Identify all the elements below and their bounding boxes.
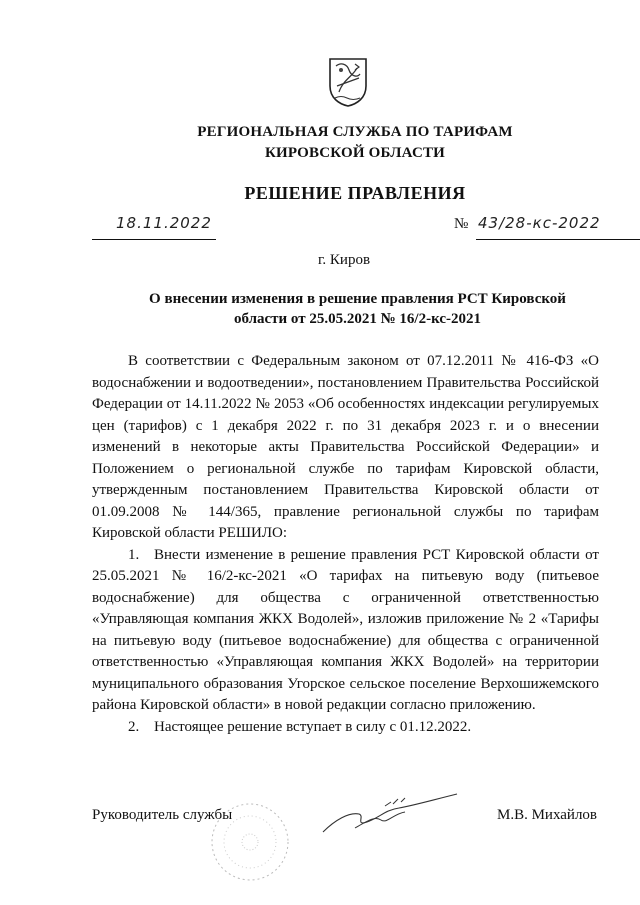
org-name-line2: КИРОВСКОЙ ОБЛАСТИ — [264, 145, 446, 161]
decision-number-value: 43/28-кс-2022 — [478, 214, 601, 232]
subject-line1: О внесении изменения в решение правления РСТ Кировской — [149, 291, 566, 307]
item-number: 1. — [128, 546, 140, 563]
number-sign: № — [454, 216, 469, 232]
org-name-line1: РЕГИОНАЛЬНАЯ СЛУЖБА ПО ТАРИФАМ — [197, 124, 513, 140]
kirov-coat-of-arms-icon — [327, 56, 369, 108]
number-underline — [476, 239, 640, 240]
official-stamp-icon — [200, 790, 290, 895]
item-text: Настоящее решение вступает в силу с 01.12.2022. — [154, 718, 472, 735]
decision-body — [92, 351, 599, 738]
preamble: В соответствии с Федеральным законом от 07.12.2011 № 416-ФЗ «О водоснабжении и водоотведении», постановлением Правительства Российской Федерации от 14.11.2022 № 2053 «Об особенностях индексации регулируемых цен (тарифов) с 1 декабря 2022 г. по 31 декабря 2023 г. и о внесении изменений в некоторые акты Правительства Российской Федерации» и Положением о региональной службе по тарифам Кировской области, утвержденным постановлением Правительства Кировской области от 01.09.2008 № 144/365, правление региональной службы по тарифам Кировской области РЕШИЛО: — [92, 353, 599, 541]
list-item — [92, 545, 599, 717]
decision-subject — [130, 289, 585, 329]
decision-title: РЕШЕНИЕ ПРАВЛЕНИЯ — [244, 183, 466, 203]
signer-name: М.В. Михайлов — [497, 807, 598, 823]
handwritten-signature-icon — [315, 790, 465, 840]
list-item — [92, 717, 599, 739]
decision-date: 18.11.2022 — [116, 214, 212, 232]
signer-title: Руководитель службы — [92, 807, 233, 823]
city: г. Киров — [317, 252, 371, 268]
subject-line2: области от 25.05.2021 № 16/2-кс-2021 — [233, 311, 482, 327]
item-text: Внести изменение в решение правления РСТ Кировской области от 25.05.2021 № 16/2-кс-2021 «О тарифах на питьевую воду (питьевое водоснабжение) для общества с ограниченной ответственностью «Управляющая компания ЖКХ Водолей», изложив приложение № 2 «Тарифы на питьевую воду (питьевое водоснабжение) для общества с ограниченной ответственностью «Управляющая компания ЖКХ Водолей» на территории муниципального образования Угорское сельское поселение Верхошижемского района Кировской области» в новой редакции согласно приложению. — [92, 546, 599, 713]
item-number: 2. — [128, 718, 140, 735]
